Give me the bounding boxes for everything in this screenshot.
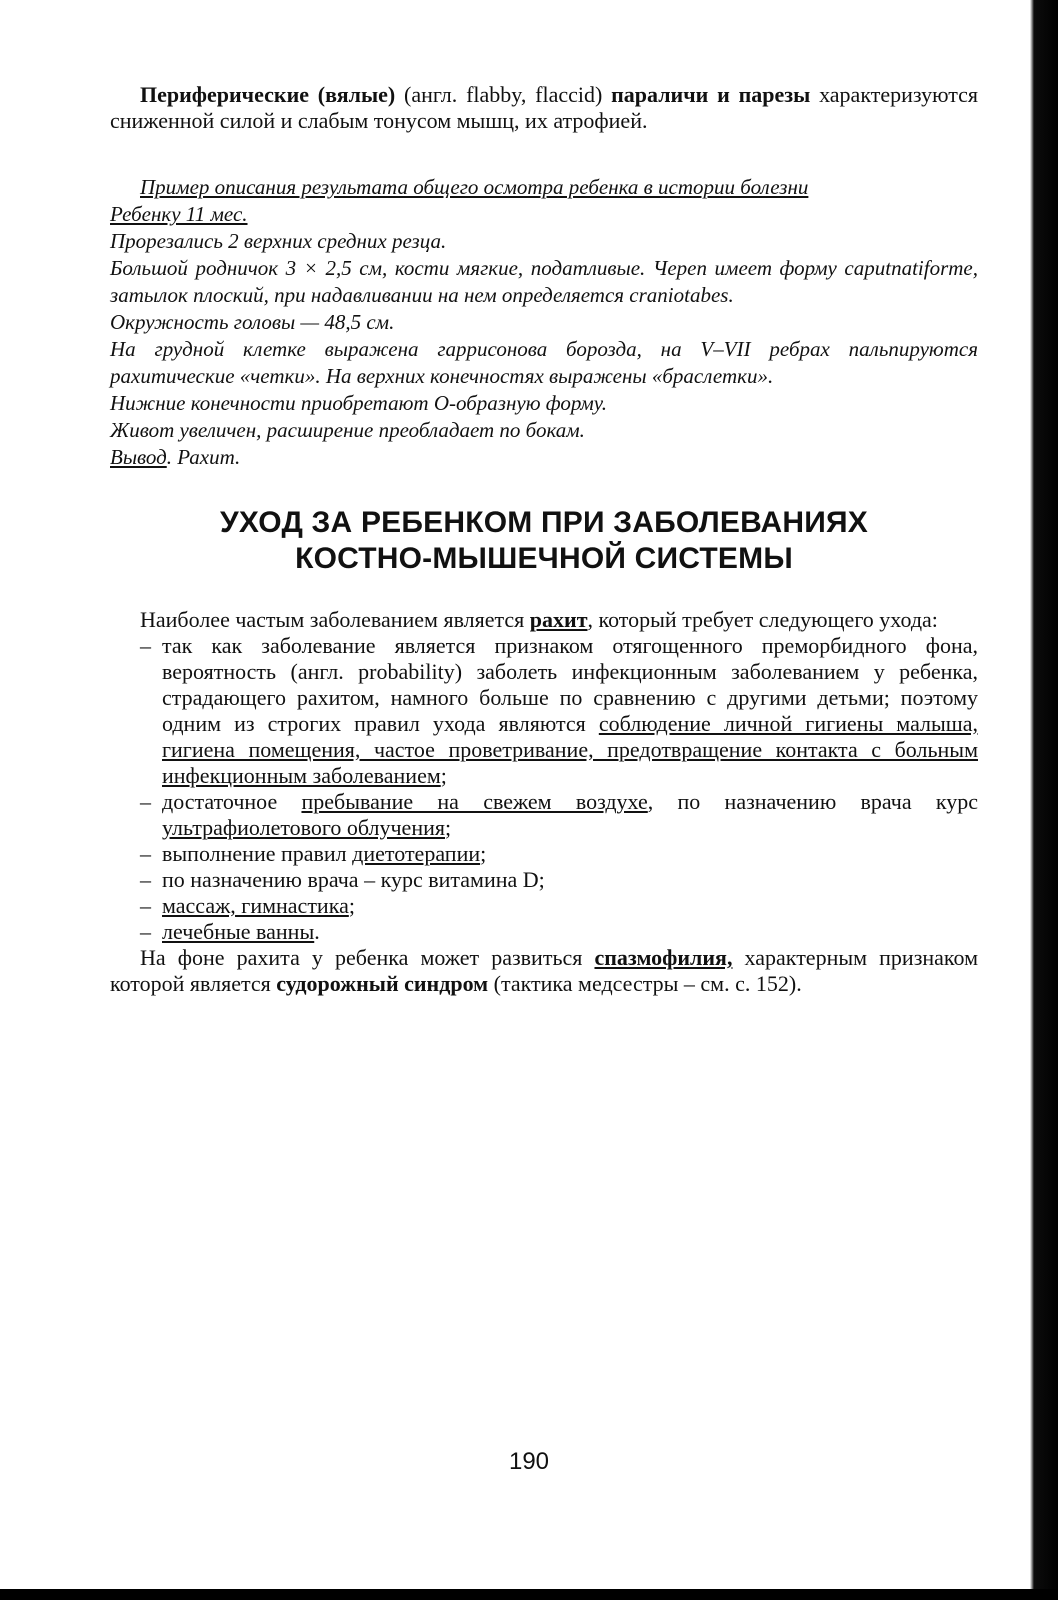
intro-paragraph	[110, 82, 978, 134]
term-peripheral: Периферические (вялые)	[140, 82, 396, 107]
page-content	[110, 82, 978, 997]
example-line: Нижние конечности приобретают О-образную форму.	[110, 391, 607, 415]
conclusion-value: Рахит.	[177, 445, 241, 469]
example-line: Окружность головы — 48,5 см.	[110, 310, 395, 334]
example-line: На грудной клетке выражена гаррисонова борозда, на V–VII ребрах пальпируются рахитические «четки». На верхних конечностях выражены «браслетки».	[110, 337, 978, 388]
term-rickets: рахит	[529, 607, 588, 632]
term-convulsive-syndrome: судорожный синдром	[276, 971, 489, 996]
dash-marker: –	[140, 789, 151, 814]
conclusion-label: Вывод	[110, 445, 167, 469]
dash-marker: –	[140, 893, 151, 918]
example-line: Живот увеличен, расширение преобладает по бокам.	[110, 418, 585, 442]
heading-line: КОСТНО-МЫШЕЧНОЙ СИСТЕМЫ	[295, 542, 793, 575]
dash-marker: –	[140, 633, 151, 658]
list-item: – достаточное пребывание на свежем воздухе, по назначению врача курс ультрафиолетового облучения;	[140, 789, 978, 840]
term-spasmophilia: спазмофилия,	[594, 945, 733, 970]
list-item: – по назначению врача – курс витамина D;	[140, 867, 545, 892]
section-heading	[110, 505, 978, 577]
intro-rest: характеризуются сниженной силой и слабым тонусом мышц, их атрофией.	[110, 82, 979, 133]
dash-marker: –	[140, 841, 151, 866]
heading-line: УХОД ЗА РЕБЕНКОМ ПРИ ЗАБОЛЕВАНИЯХ	[220, 506, 868, 539]
care-intro: Наиболее частым заболеванием является рахит, который требует следующего ухода:	[140, 607, 938, 632]
list-item: – лечебные ванны.	[140, 919, 320, 944]
example-title: Пример описания результата общего осмотра ребенка в истории болезни	[140, 175, 809, 199]
care-list	[110, 633, 978, 945]
example-age: Ребенку 11 мес.	[110, 202, 248, 226]
example-line: Большой родничок 3 × 2,5 см, кости мягкие, податливые. Череп имеет форму caputnatiforme, затылок плоский, при надавливании на нем определяется craniotabes.	[110, 256, 978, 307]
term-english: (англ. flabby, flaccid)	[395, 82, 612, 107]
final-paragraph: На фоне рахита у ребенка может развиться спазмофилия, характерным признаком которой является судорожный синдром (тактика медсестры – см. с. 152).	[110, 945, 978, 996]
example-block	[110, 174, 978, 471]
dash-marker: –	[140, 919, 151, 944]
list-item: – выполнение правил диетотерапии;	[140, 841, 487, 866]
dash-marker: –	[140, 867, 151, 892]
term-paralysis: параличи и парезы	[611, 82, 811, 107]
example-line: Прорезались 2 верхних средних резца.	[110, 229, 447, 253]
scan-edge-right	[1008, 0, 1058, 1600]
example-conclusion: Вывод. Рахит.	[110, 445, 241, 469]
page-number: 190	[508, 1448, 550, 1475]
care-section	[110, 607, 978, 997]
scan-edge-bottom	[0, 1589, 1058, 1600]
list-item: – массаж, гимнастика;	[140, 893, 355, 918]
list-item: – так как заболевание является признаком отягощенного преморбидного фона, вероятность (англ. probability) заболеть инфекционным заболеванием у ребенка, страдающего рахитом, намного больше по сравнению с другими детьми; поэтому одним из строгих правил ухода являются соблюдение личной гигиены малыша, гигиена помещения, частое проветривание, предотвращение контакта с больным инфекционным заболеванием;	[140, 633, 978, 788]
